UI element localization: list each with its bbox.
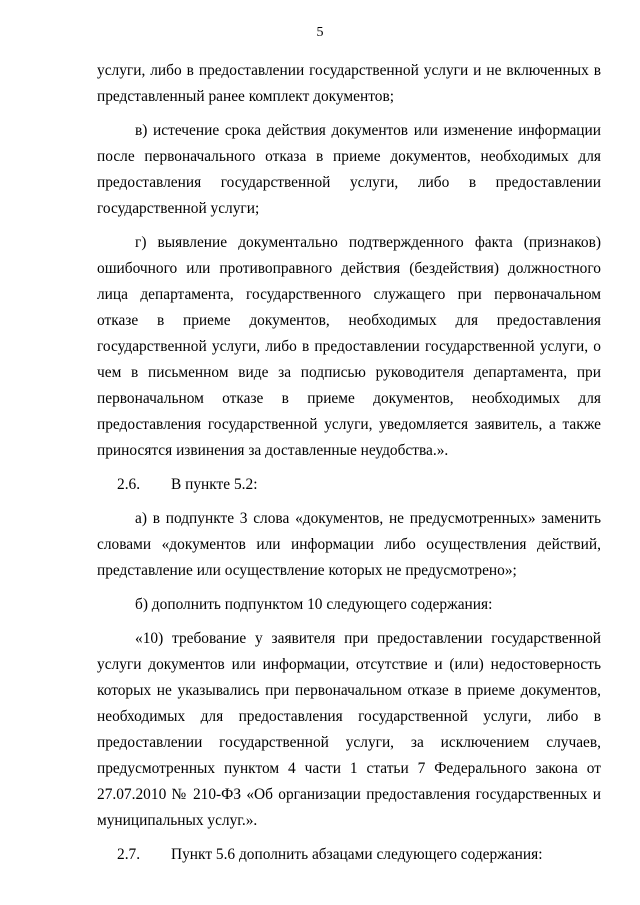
paragraph-item-a: а) в подпункте 3 слова «документов, не предусмотренных» заменить словами «документов или информации либо осуществления действий, представление или осуществление которых не предусмотрено»; [97, 510, 601, 579]
paragraph-continuation: услуги, либо в предоставлении государственной услуги и не включенных в представленный ранее комплект документов; [97, 62, 601, 105]
section-title: Пункт 5.6 дополнить абзацами следующего содержания: [171, 846, 543, 863]
paragraph-item-g: г) выявление документально подтвержденного факта (признаков) ошибочного или противоправного действия (бездействия) должностного лица департамента, государственного служащего при первоначальном отказе в приеме документов, необходимых для предоставления государственной услуги, либо в предоставлении государственной услуги, о чем в письменном виде за подписью руководителя департамента, при первоначальном отказе в приеме документов, необходимых для предоставления государственной услуги, уведомляется заявитель, а также приносятся извинения за доставленные неудобства.». [97, 234, 601, 459]
paragraph-item-v: в) истечение срока действия документов или изменение информации после первоначального отказа в приеме документов, необходимых для предоставления государственной услуги, либо в предоставлении государственной услуги; [97, 122, 601, 217]
paragraph-quote-10: «10) требование у заявителя при предоставлении государственной услуги документов или информации, отсутствие и (или) недостоверность которых не указывались при первоначальном отказе в приеме документов, необходимых для предоставления государственной услуги, либо в предоставлении государственной услуги, за исключением случаев, предусмотренных пунктом 4 части 1 статьи 7 Федерального закона от 27.07.2010 № 210-ФЗ «Об организации предоставления государственных и муниципальных услуг.». [97, 630, 601, 829]
document-body [97, 58, 601, 868]
section-title: В пункте 5.2: [171, 476, 258, 493]
section-heading-2-7 [97, 842, 601, 868]
page-number: 5 [316, 25, 324, 40]
section-number: 2.7. [117, 846, 141, 863]
section-heading-2-6 [97, 472, 601, 498]
paragraph-item-b: б) дополнить подпунктом 10 следующего содержания: [135, 596, 493, 613]
section-number: 2.6. [117, 476, 141, 493]
